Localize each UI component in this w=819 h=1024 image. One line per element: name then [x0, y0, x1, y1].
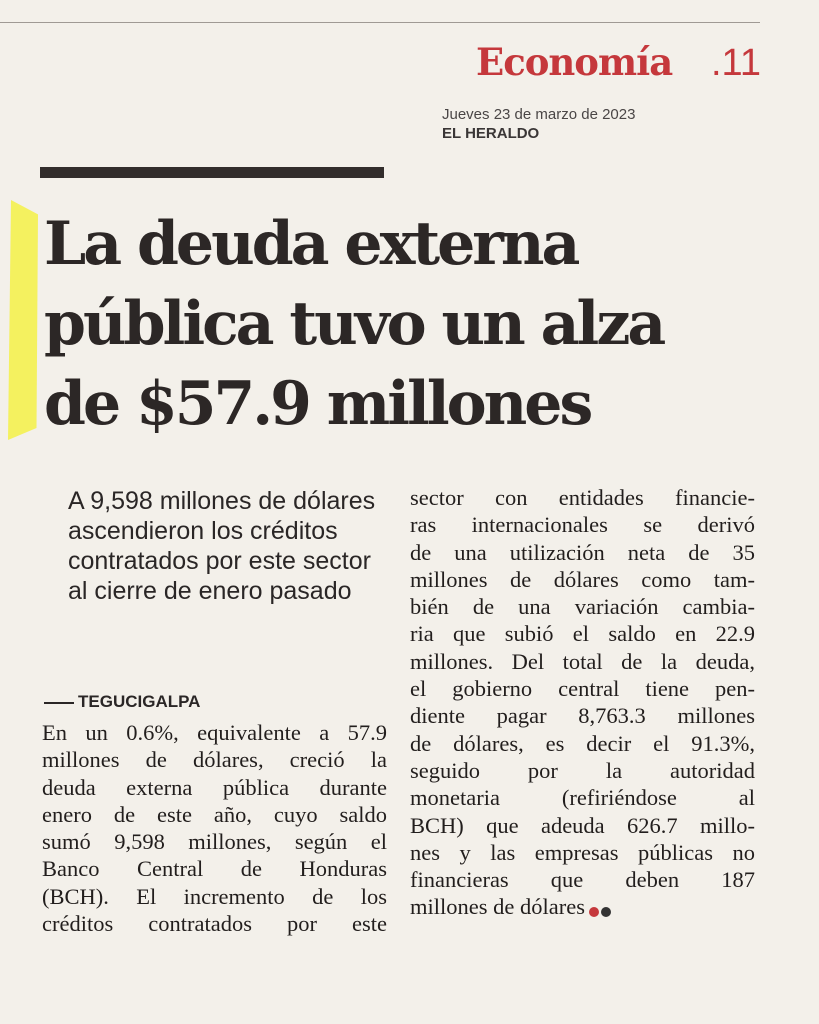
deck-summary: A 9,598 millones de dólares ascendieron los créditos contratados por este sector al cierre de enero pasado: [68, 487, 376, 605]
body-line: En un 0.6%, equivalente a 57.9: [42, 720, 387, 745]
body-line-text: millones de dólares: [410, 894, 585, 920]
highlighter-mark: [8, 200, 38, 440]
body-line: nes y las empresas públicas no: [410, 839, 755, 865]
headline-rule: [40, 167, 384, 178]
headline-line: La deuda externa: [44, 209, 578, 279]
body-line: de dólares, es decir el 91.3%,: [410, 730, 755, 756]
body-line: millones de dólares como tam-: [410, 566, 755, 592]
body-line: Banco Central de Honduras: [42, 856, 387, 882]
publication-date: Jueves 23 de marzo de 2023: [442, 106, 636, 123]
body-line: de una utilización neta de 35: [410, 539, 755, 565]
headline-line: pública tuvo un alza: [44, 289, 664, 359]
newspaper-name: EL HERALDO: [442, 125, 540, 142]
body-line: ria que subió el saldo en 22.9: [410, 621, 755, 647]
page-number: .11: [711, 42, 762, 84]
body-column-left: [42, 719, 387, 937]
end-of-article-icon: [589, 896, 613, 923]
body-line: seguido por la autoridad: [410, 757, 755, 783]
body-line-final: [410, 893, 755, 920]
body-line: millones. Del total de la deuda,: [410, 648, 755, 674]
body-line: diente pagar 8,763.3 millones: [410, 703, 755, 729]
headline-line: de $57.9 millones: [44, 369, 591, 439]
section-title: Economía: [476, 40, 673, 84]
top-rule: [0, 22, 760, 23]
body-line: (BCH). El incremento de los: [42, 883, 387, 909]
body-line: financieras que deben 187: [410, 867, 755, 893]
body-line: créditos contratados por este: [42, 911, 387, 937]
byline-location: TEGUCIGALPA: [44, 692, 200, 712]
body-line: millones de dólares, creció la: [42, 747, 387, 773]
body-line: enero de este año, cuyo saldo: [42, 801, 387, 827]
body-line: sumó 9,598 millones, según el: [42, 829, 387, 855]
body-line: monetaria (refiriéndose al: [410, 785, 755, 811]
body-line: sector con entidades financie-: [410, 485, 755, 510]
body-line: bién de una variación cambia-: [410, 594, 755, 620]
body-line: el gobierno central tiene pen-: [410, 676, 755, 702]
headline: [44, 204, 784, 444]
body-line: ras internacionales se derivó: [410, 512, 755, 538]
body-line: deuda externa pública durante: [42, 774, 387, 800]
show-through-background: [318, 18, 345, 133]
body-line: BCH) que adeuda 626.7 millo-: [410, 812, 755, 838]
body-column-right: [410, 484, 755, 921]
